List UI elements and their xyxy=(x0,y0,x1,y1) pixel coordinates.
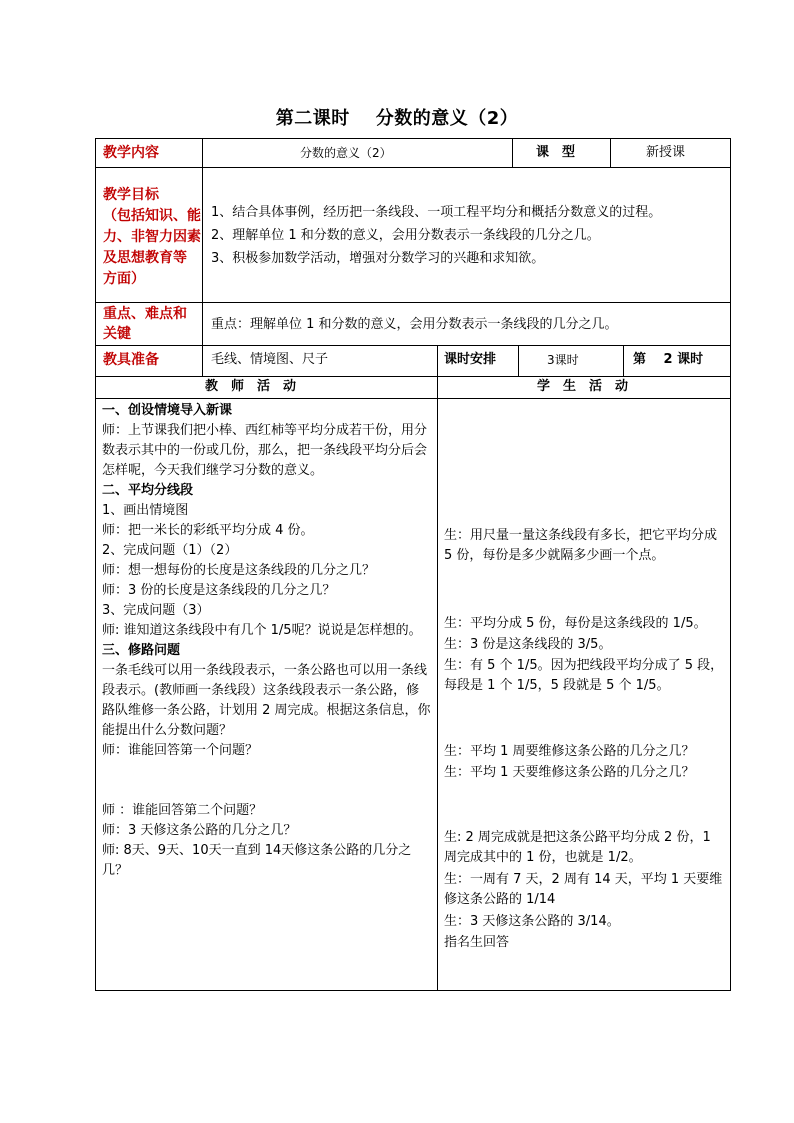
teacher-paragraph: 师: 8天、9天、10天一直到 14天修这条公路的几分之几？ xyxy=(102,843,412,878)
row-divider xyxy=(95,302,731,303)
teacher-paragraph: 师：想一想每份的长度是这条线段的几分之几？ xyxy=(102,563,376,578)
column-divider xyxy=(518,345,519,376)
student-answer: 生：用尺量一量这条线段有多长，把它平均分成 5 份，每份是多少就隔多少画一个点。 xyxy=(444,528,718,563)
column-divider xyxy=(512,138,513,167)
student-answer: 生: 2 周完成就是把这条公路平均分成 2 份，1 周完成其中的 1 份，也就是 1/2。 xyxy=(444,830,711,865)
header-teacher-activity: 教 师 活 动 xyxy=(205,379,297,394)
label-schedule: 课时安排 xyxy=(444,352,497,367)
teacher-paragraph: 师 ：谁能回答第二个问题？ xyxy=(102,803,263,818)
spacer xyxy=(102,761,432,801)
column-divider xyxy=(437,345,438,991)
objectives-label-line: 力、非智力因素 xyxy=(103,229,201,245)
lesson-type-value: 新授课 xyxy=(646,145,686,160)
teacher-paragraph: 师：把一米长的彩纸平均分成 4 份。 xyxy=(102,523,314,538)
section-title: 三、修路问题 xyxy=(102,643,181,658)
teacher-paragraph: 3、完成问题（3） xyxy=(102,603,210,618)
label-tools: 教具准备 xyxy=(103,352,159,368)
teacher-paragraph: 师：谁能回答第一个问题？ xyxy=(102,743,259,758)
student-answer: 生：平均 1 周要维修这条公路的几分之几？ xyxy=(444,744,695,759)
objectives-label-line: 教学目标 xyxy=(103,187,159,203)
row-divider xyxy=(95,167,731,168)
teacher-activity xyxy=(102,401,432,881)
key-points-label-line: 重点、难点和 xyxy=(103,306,187,322)
objectives-list xyxy=(211,201,661,270)
column-divider xyxy=(202,138,203,376)
tools-value: 毛线、情境图、尺子 xyxy=(211,352,329,367)
lesson-number: 第 2 课时 xyxy=(633,352,704,367)
objectives-label-line: （包括知识、能 xyxy=(103,208,201,224)
teacher-paragraph: 2、完成问题（1）（2） xyxy=(102,543,238,558)
teacher-paragraph: 1、画出情境图 xyxy=(102,503,189,518)
teacher-paragraph: 师：3 份的长度是这条线段的几分之几？ xyxy=(102,583,336,598)
student-answer: 生：平均 1 天要维修这条公路的几分之几？ xyxy=(444,765,695,780)
key-points-value: 重点：理解单位 1 和分数的意义，会用分数表示一条线段的几分之几。 xyxy=(211,317,618,332)
row-divider xyxy=(95,398,731,399)
student-answer: 生：3 天修这条公路的 3/14。 xyxy=(444,914,620,929)
objectives-label-line: 及思想教育等 xyxy=(103,250,187,266)
header-student-activity: 学 生 活 动 xyxy=(537,379,629,394)
label-content: 教学内容 xyxy=(103,145,159,161)
schedule-value: 3课时 xyxy=(547,353,579,367)
student-answer: 指名生回答 xyxy=(444,935,510,950)
objective-item: 3、积极参加数学活动，增强对分数学习的兴趣和求知欲。 xyxy=(211,251,545,266)
column-divider xyxy=(623,345,624,376)
student-answer: 生：3 份是这条线段的 3/5。 xyxy=(444,637,612,652)
page-title xyxy=(0,104,794,130)
content-value: 分数的意义（2） xyxy=(300,146,392,160)
label-objectives xyxy=(103,185,201,290)
student-answer: 生：平均分成 5 份，每份是这条线段的 1/5。 xyxy=(444,616,707,631)
student-answer: 生：有 5 个 1/5。因为把线段平均分成了 5 段，每段是 1 个 1/5，5 段就是 5 个 1/5。 xyxy=(444,658,724,693)
section-title: 一、创设情境导入新课 xyxy=(102,403,233,418)
teacher-paragraph: 师：上节课我们把小棒、西红柿等平均分成若干份，用分数表示其中的一份或几份，那么，把一条线段平均分后会怎样呢，今天我们继学习分数的意义。 xyxy=(102,423,428,478)
row-divider xyxy=(95,345,731,346)
title-part1: 第二课时 xyxy=(275,108,350,129)
objective-item: 2、理解单位 1 和分数的意义，会用分数表示一条线段的几分之几。 xyxy=(211,228,600,243)
title-part2: 分数的意义（2） xyxy=(375,108,519,129)
teacher-paragraph: 师: 谁知道这条线段中有几个 1/5呢？说说是怎样想的。 xyxy=(102,623,422,638)
key-points-label-line: 关键 xyxy=(103,326,131,342)
section-title: 二、平均分线段 xyxy=(102,483,194,498)
row-divider xyxy=(95,376,731,377)
column-divider xyxy=(610,138,611,167)
teacher-paragraph: 师：3 天修这条公路的几分之几？ xyxy=(102,823,297,838)
teacher-paragraph: 一条毛线可以用一条线段表示，一条公路也可以用一条线段表示。(教师画一条线段）这条线段表示一条公路，修路队维修一条公路，计划用 2 周完成。根据这条信息，你能提出什么分数问题？ xyxy=(102,663,431,738)
objectives-label-line: 方面） xyxy=(103,271,145,287)
student-answer: 生：一周有 7 天，2 周有 14 天，平均 1 天要维修这条公路的 1/14 xyxy=(444,872,723,907)
label-key-points xyxy=(103,304,187,344)
objective-item: 1、结合具体事例，经历把一条线段、一项工程平均分和概括分数意义的过程。 xyxy=(211,205,662,220)
label-lesson-type: 课 型 xyxy=(536,145,576,160)
